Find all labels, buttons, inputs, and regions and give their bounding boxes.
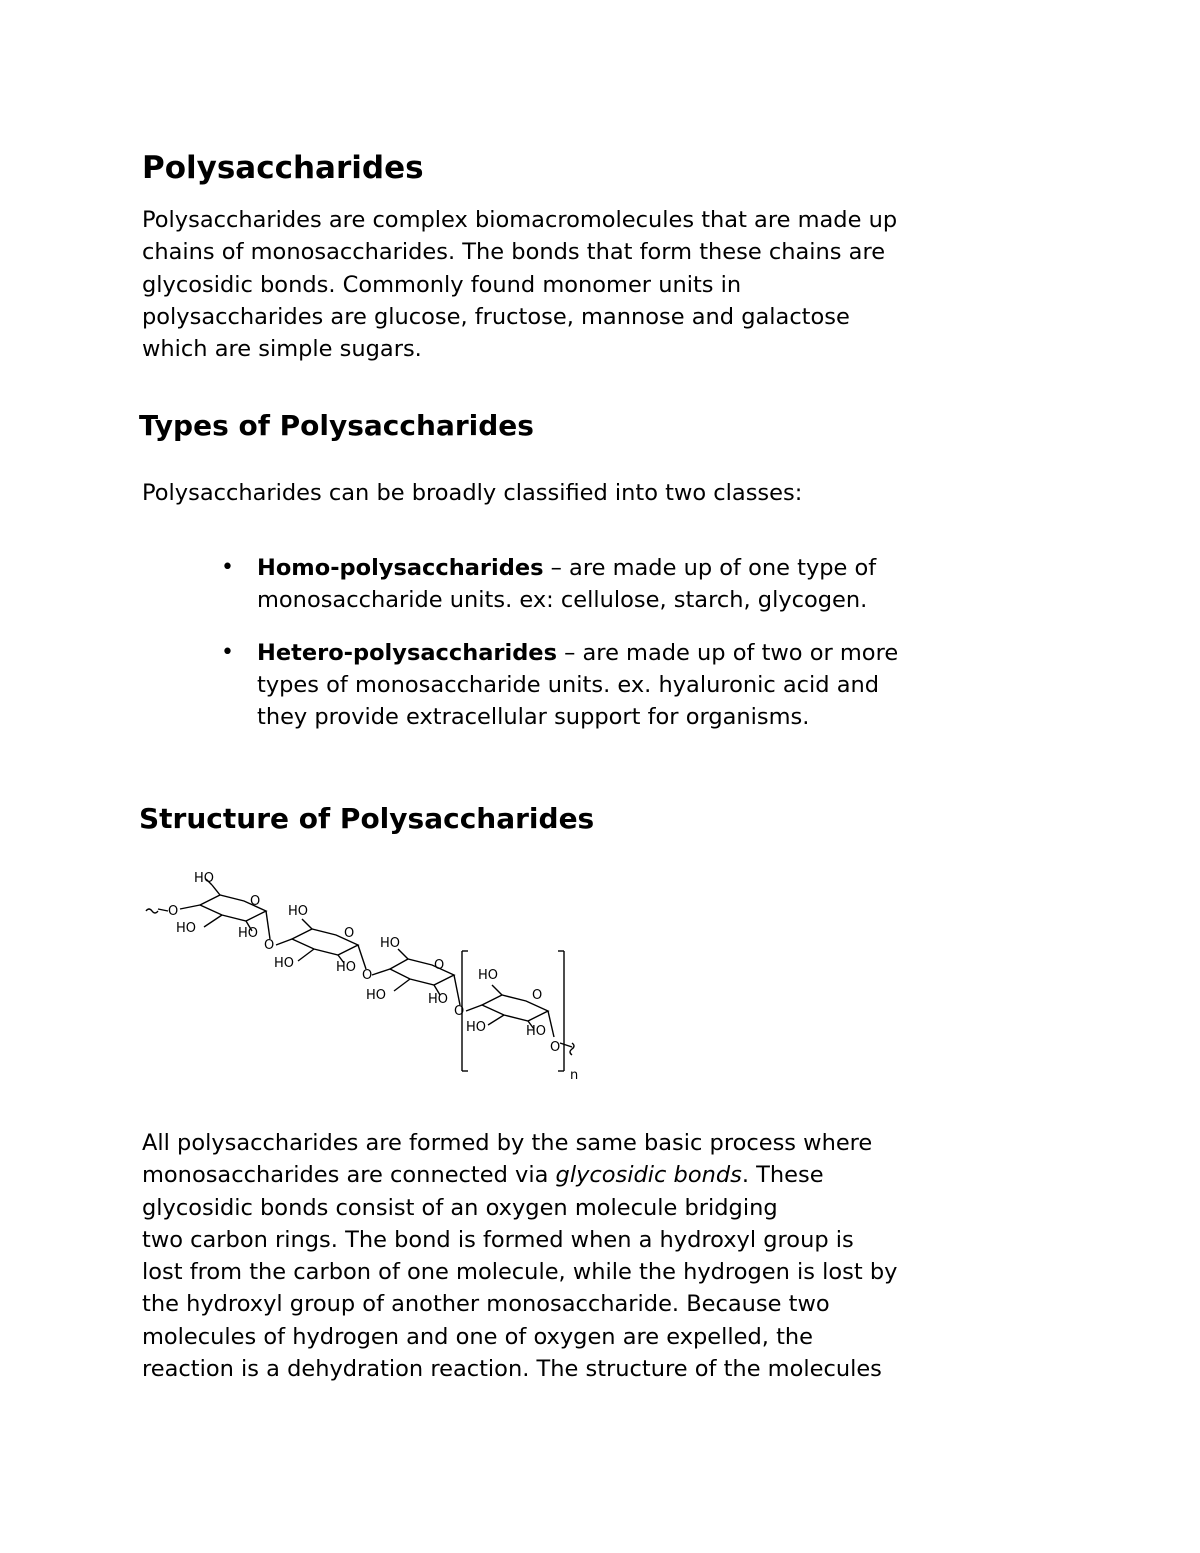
intro-line: polysaccharides are glucose, fructose, mannose and galactose	[142, 303, 850, 330]
atom-label: O	[434, 958, 445, 973]
atom-label: HO	[526, 1024, 547, 1039]
structure-heading: Structure of Polysaccharides	[139, 802, 595, 835]
atom-label: HO	[288, 904, 309, 919]
italic-term: glycosidic bonds	[555, 1162, 742, 1189]
atom-label: HO	[478, 968, 499, 983]
term-description: – are made up of one type of	[543, 555, 877, 581]
structure-line: reaction is a dehydration reaction. The structure of the molecules	[142, 1356, 882, 1383]
atom-label: O	[264, 938, 275, 953]
atom-label: O	[168, 904, 179, 919]
atom-label: O	[550, 1040, 561, 1055]
bond-lines	[146, 879, 574, 1071]
intro-paragraph	[142, 204, 897, 365]
atom-label: HO	[336, 960, 357, 975]
structure-line: the hydroxyl group of another monosaccharide. Because two	[142, 1291, 830, 1318]
atom-label: HO	[194, 871, 215, 886]
atom-labels	[168, 871, 578, 1083]
atom-label: O	[362, 968, 373, 983]
bullet-icon: •	[221, 555, 234, 580]
list-item-line: monosaccharide units. ex: cellulose, starch, glycogen.	[257, 587, 868, 614]
structure-paragraph	[142, 1127, 897, 1385]
atom-label: O	[250, 894, 261, 909]
term-bold: Hetero-polysaccharides	[257, 639, 557, 666]
atom-label: HO	[380, 936, 401, 951]
structure-line: All polysaccharides are formed by the same basic process where	[142, 1130, 873, 1156]
repeat-subscript: n	[570, 1068, 579, 1083]
intro-line: which are simple sugars.	[142, 336, 422, 363]
structure-line: glycosidic bonds consist of an oxygen molecule bridging	[142, 1194, 778, 1221]
list-item	[214, 637, 898, 734]
types-lead: Polysaccharides can be broadly classified into two classes:	[142, 480, 803, 506]
atom-label: O	[344, 926, 355, 941]
term-bold: Homo-polysaccharides	[257, 555, 544, 581]
intro-line: glycosidic bonds. Commonly found monomer units in	[142, 271, 742, 298]
structure-line-with-italic	[142, 1159, 897, 1191]
structure-line: two carbon rings. The bond is formed when a hydroxyl group is	[142, 1226, 854, 1253]
structure-line: lost from the carbon of one molecule, while the hydrogen is lost by	[142, 1259, 898, 1286]
page-title: Polysaccharides	[142, 150, 424, 186]
term-description: – are made up of two or more	[556, 639, 899, 666]
types-list	[214, 552, 898, 753]
polysaccharide-structure-diagram	[140, 865, 600, 1085]
list-item-first-line	[257, 637, 898, 669]
atom-label: HO	[428, 992, 449, 1007]
list-item-line: they provide extracellular support for organisms.	[257, 704, 810, 731]
atom-label: HO	[176, 921, 197, 936]
list-item-line: types of monosaccharide units. ex. hyaluronic acid and	[257, 671, 880, 698]
text-run: . These	[741, 1162, 824, 1189]
atom-label: O	[454, 1004, 465, 1019]
list-item	[214, 552, 898, 617]
atom-label: HO	[238, 926, 259, 941]
structure-svg	[140, 865, 600, 1085]
atom-label: HO	[274, 956, 295, 971]
intro-line: Polysaccharides are complex biomacromolecules that are made up	[142, 207, 898, 233]
bullet-icon: •	[221, 639, 234, 665]
atom-label: O	[532, 988, 543, 1003]
intro-line: chains of monosaccharides. The bonds that form these chains are	[142, 239, 886, 266]
types-heading: Types of Polysaccharides	[139, 409, 534, 442]
atom-label: HO	[466, 1020, 487, 1035]
atom-label: HO	[366, 988, 387, 1003]
list-item-first-line	[257, 552, 898, 584]
structure-line: molecules of hydrogen and one of oxygen are expelled, the	[142, 1323, 814, 1350]
text-run: monosaccharides are connected via	[142, 1162, 556, 1189]
